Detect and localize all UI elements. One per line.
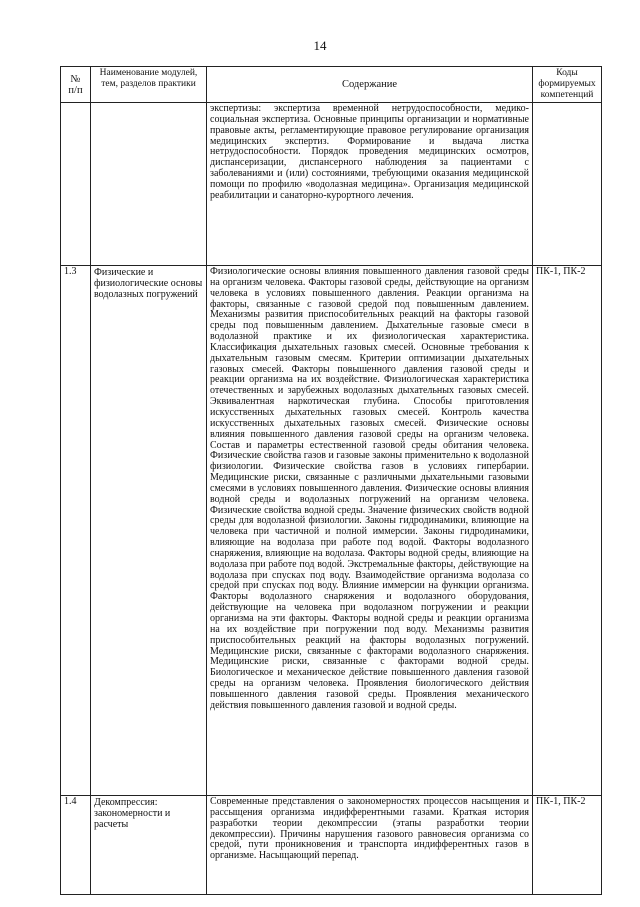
header-module-name: Наименование модулей, тем, разделов практики xyxy=(91,67,207,103)
row-number xyxy=(61,103,91,266)
row-module-name: Физические и физиологические основы водолазных погружений xyxy=(91,266,207,796)
practice-content-table xyxy=(60,66,602,895)
row-competencies xyxy=(533,103,602,266)
row-content: экспертизы: экспертиза временной нетрудоспособности, медико-социальная экспертиза. Основные принципы организации и нормативные правовые акты, регламентирующие правовое регулирование организация медицинских экспертиз. Формирование и выдача листка нетрудоспособности. Порядок проведения медицинских осмотров, диспансеризации, диспансерного наблюдения за пациентами с заболеваниями и (или) состояниями, требующими оказания медицинской помощи по профилю «водолазная медицина». Организация медицинской реабилитации и санаторно-курортного лечения. xyxy=(207,103,533,266)
table-row xyxy=(61,103,602,266)
row-competencies: ПК-1, ПК-2 xyxy=(533,266,602,796)
header-number: № п/п xyxy=(61,67,91,103)
row-competencies: ПК-1, ПК-2 xyxy=(533,796,602,895)
table-row xyxy=(61,266,602,796)
page-number: 14 xyxy=(313,38,327,53)
table-row xyxy=(61,796,602,895)
row-content: Современные представления о закономерностях процессов насыщения и рассыщения организма индифферентными газами. Краткая история разработки теории декомпрессии (этапы разработки теории декомпрессии). Причины нарушения газового равновесия организма со средой, пути проникновения и транспорта индифферентных газов в организме. Насыщающий перепад. xyxy=(207,796,533,895)
row-number: 1.4 xyxy=(61,796,91,895)
table-header-row xyxy=(61,67,602,103)
header-content: Содержание xyxy=(207,67,533,103)
row-number: 1.3 xyxy=(61,266,91,796)
row-module-name: Декомпрессия: закономерности и расчеты xyxy=(91,796,207,895)
row-content: Физиологические основы влияния повышенного давления газовой среды на организм человека. Факторы газовой среды, действующие на организм человека в условиях повышенного давления. Реакции организма на факторы, связанные с газовой средой под повышенным давлением. Механизмы развития приспособительных реакций на факторы газовой среды под повышенным давлением. Дыхательные газовые смеси в водолазной практике и их физиологическая характеристика. Классификация дыхательных газовых смесей. Основные требования к дыхательным газовым смесям. Критерии оптимизации дыхательных газовых смесей. Факторы повышенного давления газовой среды и реакции организма на их воздействие. Физиологическая характеристика отечественных и зарубежных водолазных дыхательных газовых смесей. Эквивалентная наркотическая глубина. Способы приготовления искусственных дыхательных газовых смесей. Контроль качества искусственных дыхательных газовых смесей. Физические основы влияния повышенного давления газовой среды на организм человека. Состав и параметры естественной газовой среды обитания человека. Физические свойства газов и газовые законы применительно к водолазной физиологии. Физические свойства газов в условиях гипербарии. Медицинские риски, связанные с различными дыхательными газовыми смесями в условиях повышенного давления. Физические основы влияния водной среды и водолазных погружений на организм человека. Физические свойства водной среды. Значение физических свойств водной среды для водолазной физиологии. Законы гидродинамики, влияющие на человека при частичной и полной иммерсии. Законы гидродинамики, влияющие на водолаза при работе под водой. Факторы водолазного снаряжения, влияющие на водолаза. Факторы водной среды, влияющие на водолаза при работе под водой. Экстремальные факторы, действующие на водолаза при спусках под воду. Взаимодействие организма водолаза со средой при спусках под воду. Влияние иммерсии на функции организма. Факторы водолазного снаряжения и водолазного оборудования, действующие на человека при водолазном погружении и реакции организма на эти факторы. Факторы водной среды и реакции организма на их воздействие при погружении под воду. Механизмы развития приспособительных реакций на факторы водолазных погружений. Медицинские риски, связанные с факторами водолазного снаряжения. Медицинские риски, связанные с факторами водной среды. Биологическое и механическое действие повышенного давления газовой среды на организм человека. Проявления биологического действия повышенного давления газовой среды. Проявления механического действия повышенного давления газовой и водной среды. xyxy=(207,266,533,796)
header-competencies: Коды формируемых компетенций xyxy=(533,67,602,103)
row-module-name xyxy=(91,103,207,266)
